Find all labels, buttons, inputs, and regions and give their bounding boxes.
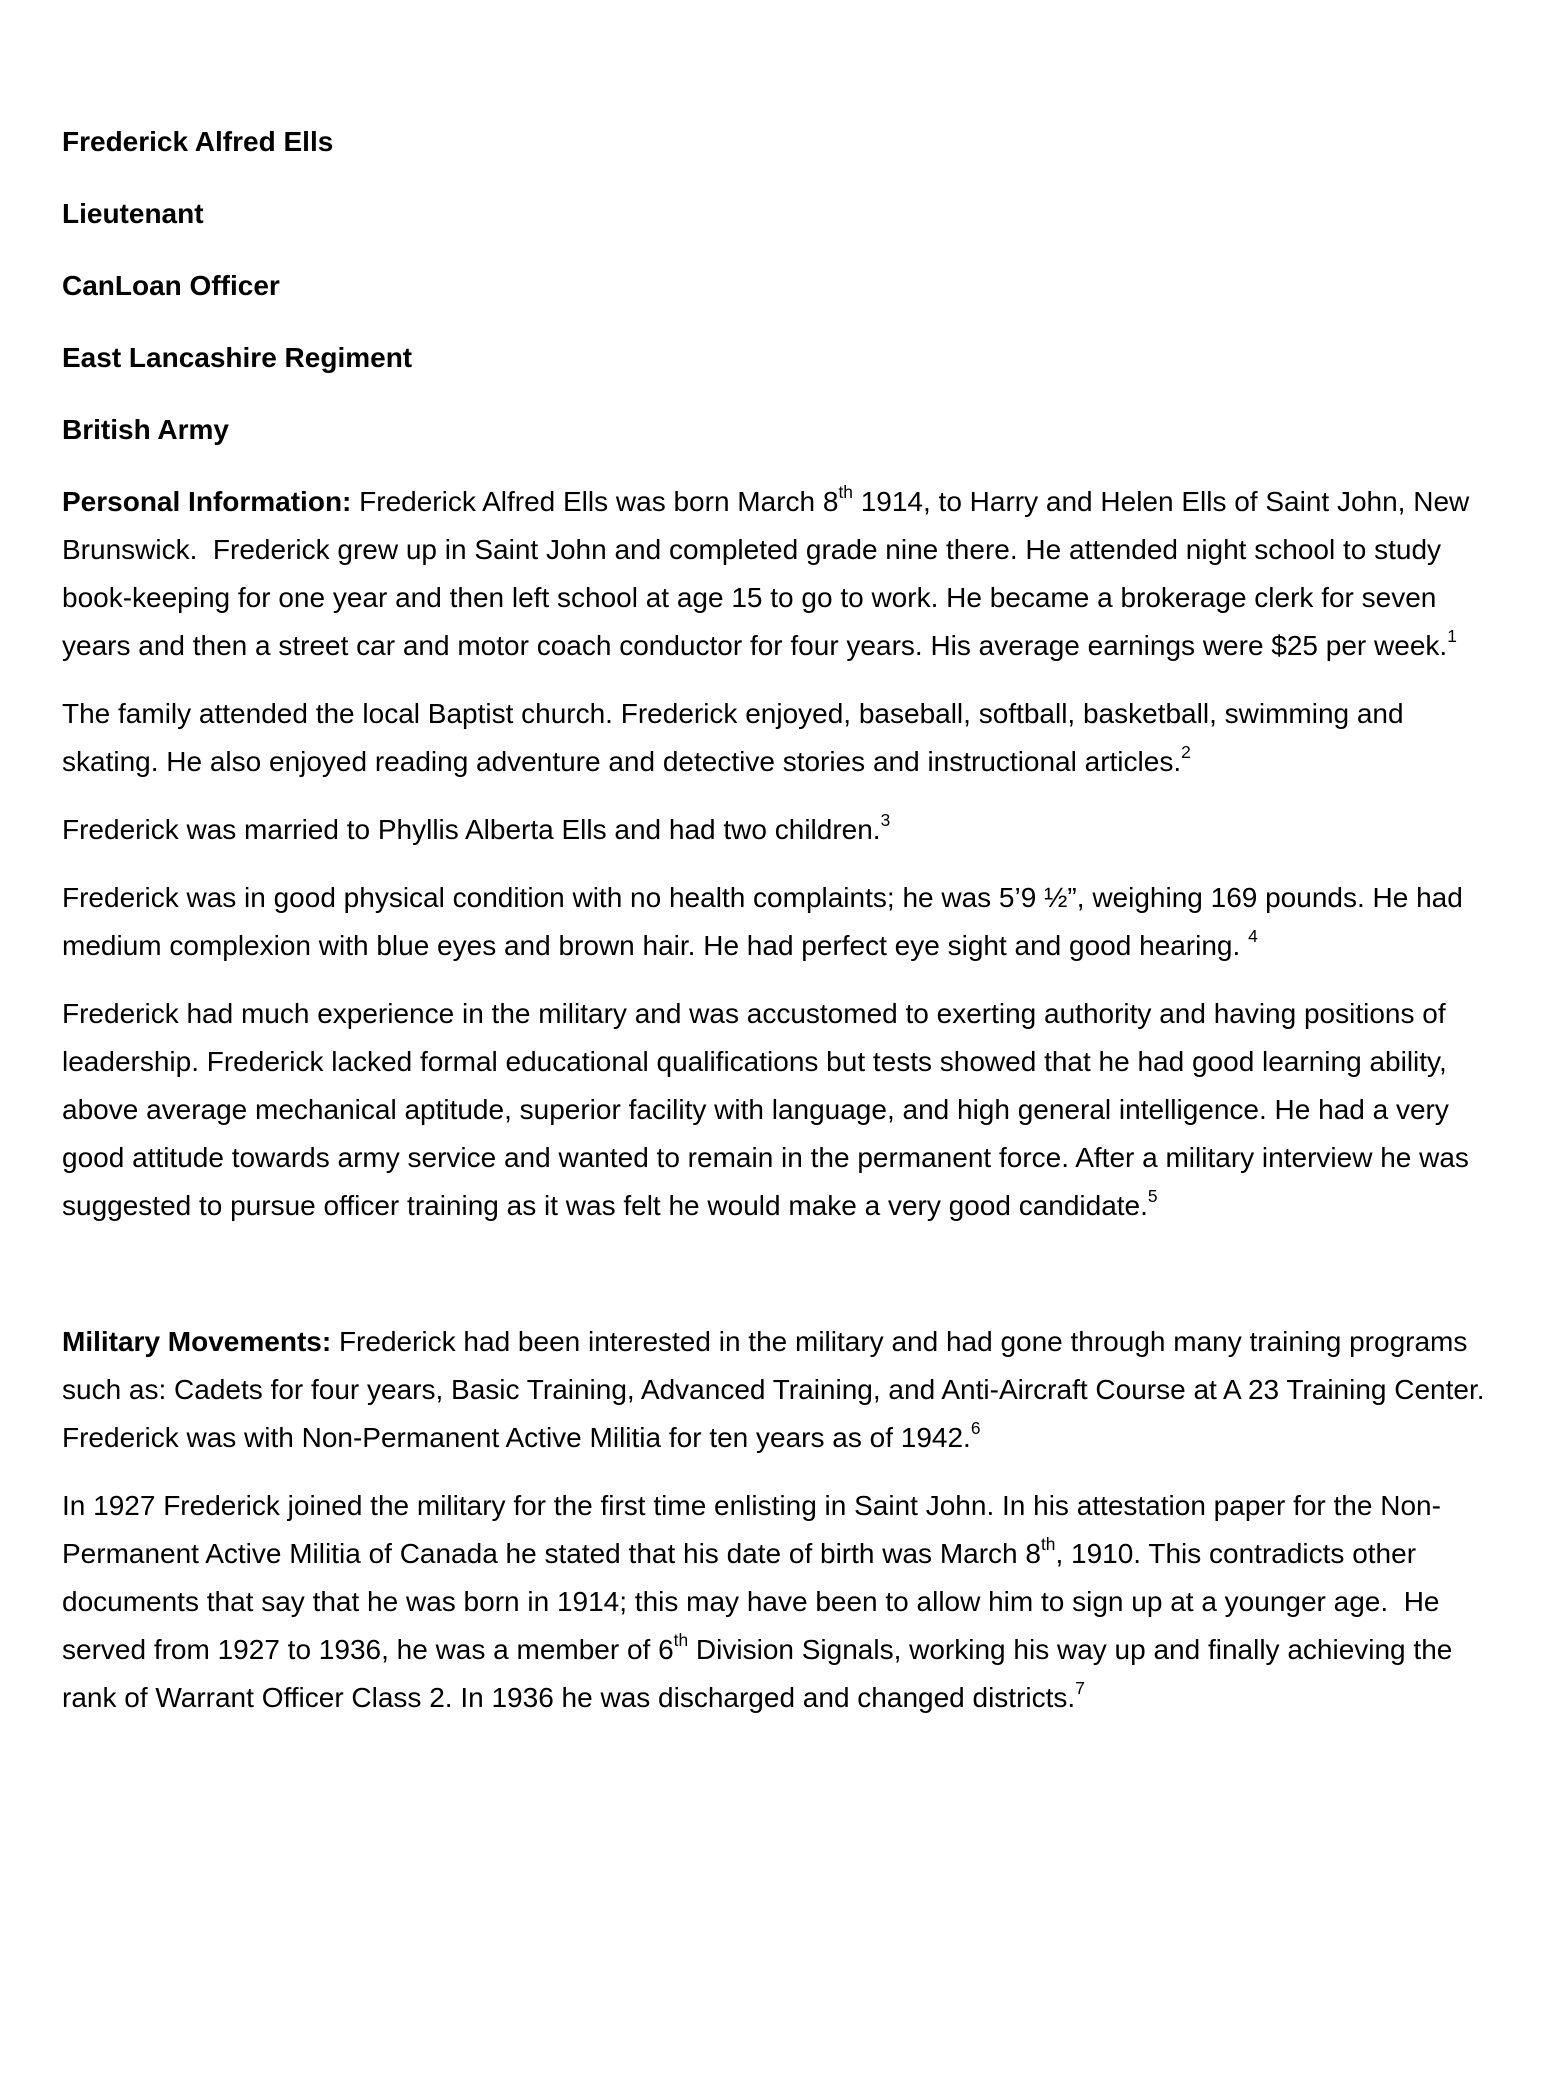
header-rank: Lieutenant xyxy=(62,198,204,229)
text-run: Frederick had been interested in the military and had gone through many training programs such as: Cadets for four years, Basic Training, Advanced Training, and Anti-Aircraft Course at A 23 Training Center. Frederick was with Non-Permanent Active Militia for ten years as of 1942. xyxy=(62,1326,1493,1453)
footnote-reference: 1 xyxy=(1447,626,1457,647)
footnote-reference: 5 xyxy=(1147,1186,1158,1207)
text-run: Frederick Alfred Ells was born March 8 xyxy=(359,486,839,517)
blank-line xyxy=(62,1250,1492,1298)
text-run: Frederick was in good physical condition with no health complaints; he was 5’9 ½”, weighing 169 pounds. He had medium complexion with blue eyes and brown hair. He had perfect eye sight and good hearing. xyxy=(62,882,1471,961)
footnote-reference: 3 xyxy=(880,810,891,831)
paragraph-physical-condition xyxy=(62,874,1492,970)
footnote-reference: 7 xyxy=(1075,1678,1085,1699)
footnote-reference: th xyxy=(1040,1534,1056,1555)
footnote-reference: th xyxy=(838,482,853,503)
footnote-reference: th xyxy=(673,1630,689,1651)
paragraph-marriage xyxy=(62,806,1492,854)
section-label: Personal Information: xyxy=(62,486,360,517)
section-label: Military Movements: xyxy=(62,1326,339,1357)
header-name: Frederick Alfred Ells xyxy=(62,126,334,157)
paragraph-family-and-hobbies xyxy=(62,690,1492,786)
paragraph-military-experience xyxy=(62,990,1492,1230)
text-run: In 1927 Frederick joined the military for the first time enlisting in Saint John. In his attestation paper for the Non-Permanent Active Militia of Canada he stated that his date of birth was March 8 xyxy=(62,1490,1441,1569)
paragraph-personal-information xyxy=(62,478,1492,670)
footnote-reference: 2 xyxy=(1181,742,1191,763)
footnote-reference: 4 xyxy=(1248,926,1258,947)
footnote-reference: 6 xyxy=(970,1418,981,1439)
text-run: Frederick had much experience in the military and was accustomed to exerting authority and having positions of leadership. Frederick lacked formal educational qualifications but tests showed that he had good learning ability, above average mechanical aptitude, superior facility with language, and high general intelligence. He had a very good attitude towards army service and wanted to remain in the permanent force. After a military interview he was suggested to pursue officer training as it was felt he would make a very good candidate. xyxy=(62,998,1477,1221)
paragraph-military-movements xyxy=(62,1318,1492,1462)
paragraph-enlistment-1927 xyxy=(62,1482,1492,1722)
text-run: Division Signals, working his way up and finally achieving the rank of Warrant Officer Class 2. In 1936 he was discharged and changed districts. xyxy=(62,1634,1461,1713)
text-run: , 1910. This contradicts other documents that say that he was born in 1914; this may have been to allow him to sign up at a younger age. He served from 1927 to 1936, he was a member of 6 xyxy=(62,1538,1448,1665)
text-run: 1914, to Harry and Helen Ells of Saint John, New Brunswick. Frederick grew up in Saint John and completed grade nine there. He attended night school to study book-keeping for one year and then left school at age 15 to go to work. He became a brokerage clerk for seven years and then a street car and motor coach conductor for four years. His average earnings were $25 per week. xyxy=(62,486,1478,661)
text-run: The family attended the local Baptist church. Frederick enjoyed, baseball, softball, basketball, swimming and skating. He also enjoyed reading adventure and detective stories and instructional articles. xyxy=(62,698,1412,777)
header-army: British Army xyxy=(62,414,230,445)
header-officer-type: CanLoan Officer xyxy=(62,270,280,301)
text-run: Frederick was married to Phyllis Alberta Ells and had two children. xyxy=(62,814,881,845)
header-regiment: East Lancashire Regiment xyxy=(62,342,413,373)
